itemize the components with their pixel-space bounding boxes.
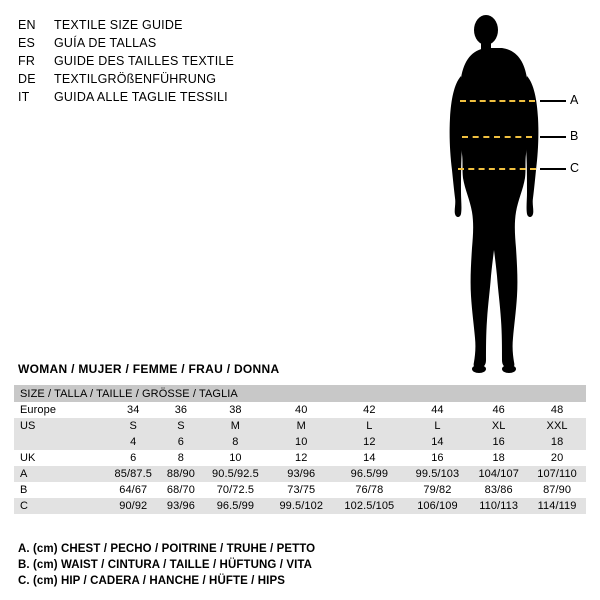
measure-label-a: A bbox=[570, 93, 579, 107]
cell: S bbox=[106, 418, 161, 434]
table-row bbox=[14, 418, 586, 434]
female-silhouette-icon bbox=[420, 8, 595, 378]
row-label: B bbox=[14, 482, 106, 498]
cell: 70/72.5 bbox=[201, 482, 269, 498]
language-code: ES bbox=[18, 36, 36, 50]
cell: 16 bbox=[469, 434, 528, 450]
cell: 104/107 bbox=[469, 466, 528, 482]
cell: S bbox=[161, 418, 202, 434]
table-header-row bbox=[14, 385, 586, 402]
language-code: EN bbox=[18, 18, 36, 32]
cell: 14 bbox=[406, 434, 470, 450]
language-title-list bbox=[18, 16, 318, 106]
cell: 20 bbox=[528, 450, 586, 466]
cell: 42 bbox=[333, 402, 406, 418]
language-code: DE bbox=[18, 72, 36, 86]
cell: 10 bbox=[269, 434, 333, 450]
cell: 18 bbox=[528, 434, 586, 450]
table-row bbox=[14, 482, 586, 498]
language-title: TEXTILGRÖßENFÜHRUNG bbox=[54, 72, 217, 86]
cell: 6 bbox=[161, 434, 202, 450]
cell: XXL bbox=[528, 418, 586, 434]
cell: 44 bbox=[406, 402, 470, 418]
size-table bbox=[14, 385, 586, 514]
waist-measure-line bbox=[462, 136, 532, 138]
cell: 83/86 bbox=[469, 482, 528, 498]
section-caption: WOMAN / MUJER / FEMME / FRAU / DONNA bbox=[18, 362, 280, 376]
measurement-figure bbox=[420, 8, 595, 378]
cell: XL bbox=[469, 418, 528, 434]
language-row bbox=[18, 16, 318, 34]
note-c: C. (cm) HIP / CADERA / HANCHE / HÜFTE / HIPS bbox=[18, 575, 286, 587]
language-code: FR bbox=[18, 54, 36, 68]
measurement-notes bbox=[18, 541, 315, 589]
row-label: UK bbox=[14, 450, 106, 466]
cell: L bbox=[406, 418, 470, 434]
row-label bbox=[14, 434, 106, 450]
cell: 12 bbox=[269, 450, 333, 466]
cell: 79/82 bbox=[406, 482, 470, 498]
table-row bbox=[14, 450, 586, 466]
cell: 90.5/92.5 bbox=[201, 466, 269, 482]
cell: 14 bbox=[333, 450, 406, 466]
language-row bbox=[18, 52, 318, 70]
table-row bbox=[14, 498, 586, 514]
language-row bbox=[18, 88, 318, 106]
cell: 96.5/99 bbox=[333, 466, 406, 482]
cell: 90/92 bbox=[106, 498, 161, 514]
table-header-label: SIZE / TALLA / TAILLE / GRÖSSE / TAGLIA bbox=[14, 385, 586, 402]
cell: 73/75 bbox=[269, 482, 333, 498]
cell: 40 bbox=[269, 402, 333, 418]
language-row bbox=[18, 70, 318, 88]
cell: 12 bbox=[333, 434, 406, 450]
hip-measure-line bbox=[458, 168, 536, 170]
cell: 18 bbox=[469, 450, 528, 466]
cell: 64/67 bbox=[106, 482, 161, 498]
cell: 68/70 bbox=[161, 482, 202, 498]
cell: M bbox=[269, 418, 333, 434]
cell: 16 bbox=[406, 450, 470, 466]
cell: 46 bbox=[469, 402, 528, 418]
cell: 4 bbox=[106, 434, 161, 450]
language-row bbox=[18, 34, 318, 52]
note-b: B. (cm) WAIST / CINTURA / TAILLE / HÜFTUNG / VITA bbox=[18, 559, 313, 571]
cell: 107/110 bbox=[528, 466, 586, 482]
measure-label-c: C bbox=[570, 161, 580, 175]
cell: 102.5/105 bbox=[333, 498, 406, 514]
language-code: IT bbox=[18, 90, 30, 104]
row-label: US bbox=[14, 418, 106, 434]
cell: 99.5/102 bbox=[269, 498, 333, 514]
cell: 114/119 bbox=[528, 498, 586, 514]
cell: 8 bbox=[161, 450, 202, 466]
cell: 8 bbox=[201, 434, 269, 450]
measure-label-b: B bbox=[570, 129, 579, 143]
cell: 87/90 bbox=[528, 482, 586, 498]
cell: 93/96 bbox=[161, 498, 202, 514]
cell: 48 bbox=[528, 402, 586, 418]
note-a: A. (cm) CHEST / PECHO / POITRINE / TRUHE / PETTO bbox=[18, 543, 316, 555]
table-row bbox=[14, 434, 586, 450]
cell: 99.5/103 bbox=[406, 466, 470, 482]
cell: 85/87.5 bbox=[106, 466, 161, 482]
cell: 10 bbox=[201, 450, 269, 466]
language-title: GUIDE DES TAILLES TEXTILE bbox=[54, 54, 235, 68]
cell: 38 bbox=[201, 402, 269, 418]
cell: 34 bbox=[106, 402, 161, 418]
waist-leader-line bbox=[540, 136, 566, 138]
table-row bbox=[14, 402, 586, 418]
language-title: TEXTILE SIZE GUIDE bbox=[54, 18, 183, 32]
cell: M bbox=[201, 418, 269, 434]
language-title: GUIDA ALLE TAGLIE TESSILI bbox=[54, 90, 228, 104]
language-title: GUÍA DE TALLAS bbox=[54, 36, 157, 50]
cell: 76/78 bbox=[333, 482, 406, 498]
row-label: C bbox=[14, 498, 106, 514]
cell: 106/109 bbox=[406, 498, 470, 514]
cell: 6 bbox=[106, 450, 161, 466]
cell: 88/90 bbox=[161, 466, 202, 482]
table-row bbox=[14, 466, 586, 482]
chest-leader-line bbox=[540, 100, 566, 102]
hip-leader-line bbox=[540, 168, 566, 170]
cell: 93/96 bbox=[269, 466, 333, 482]
cell: 110/113 bbox=[469, 498, 528, 514]
row-label: A bbox=[14, 466, 106, 482]
cell: 96.5/99 bbox=[201, 498, 269, 514]
row-label: Europe bbox=[14, 402, 106, 418]
chest-measure-line bbox=[460, 100, 535, 102]
cell: L bbox=[333, 418, 406, 434]
cell: 36 bbox=[161, 402, 202, 418]
